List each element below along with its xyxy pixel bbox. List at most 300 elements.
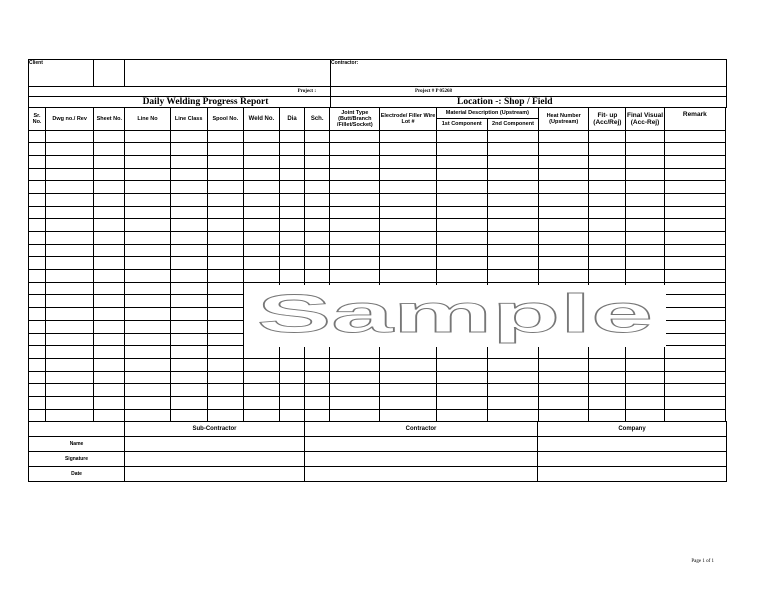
grid-cell[interactable] [94, 371, 125, 384]
grid-cell[interactable] [243, 346, 279, 359]
grid-cell[interactable] [380, 206, 436, 219]
grid-cell[interactable] [626, 270, 664, 283]
grid-cell[interactable] [626, 244, 664, 257]
grid-cell[interactable] [243, 219, 279, 232]
grid-cell[interactable] [94, 308, 125, 321]
grid-cell[interactable] [29, 270, 46, 283]
grid-cell[interactable] [664, 333, 725, 346]
grid-cell[interactable] [330, 257, 380, 270]
grid-cell[interactable] [626, 346, 664, 359]
grid-cell[interactable] [589, 257, 626, 270]
grid-cell[interactable] [170, 333, 207, 346]
grid-cell[interactable] [280, 244, 305, 257]
grid-cell[interactable] [589, 358, 626, 371]
grid-cell[interactable] [487, 396, 538, 409]
grid-cell[interactable] [664, 295, 725, 308]
grid-cell[interactable] [487, 193, 538, 206]
grid-cell[interactable] [626, 143, 664, 156]
grid-cell[interactable] [170, 219, 207, 232]
grid-cell[interactable] [170, 384, 207, 397]
grid-cell[interactable] [380, 168, 436, 181]
grid-cell[interactable] [94, 384, 125, 397]
grid-cell[interactable] [305, 244, 330, 257]
grid-cell[interactable] [46, 155, 94, 168]
contractor-signature-field[interactable] [305, 452, 538, 467]
grid-cell[interactable] [125, 219, 170, 232]
grid-cell[interactable] [330, 206, 380, 219]
grid-cell[interactable] [170, 193, 207, 206]
grid-cell[interactable] [94, 396, 125, 409]
grid-cell[interactable] [170, 257, 207, 270]
grid-cell[interactable] [94, 346, 125, 359]
grid-cell[interactable] [46, 384, 94, 397]
grid-cell[interactable] [305, 193, 330, 206]
grid-cell[interactable] [46, 232, 94, 245]
grid-cell[interactable] [243, 143, 279, 156]
grid-cell[interactable] [305, 130, 330, 143]
grid-cell[interactable] [487, 206, 538, 219]
grid-cell[interactable] [664, 384, 725, 397]
grid-cell[interactable] [539, 396, 589, 409]
grid-cell[interactable] [539, 155, 589, 168]
grid-cell[interactable] [207, 155, 243, 168]
grid-cell[interactable] [29, 308, 46, 321]
grid-cell[interactable] [305, 206, 330, 219]
grid-cell[interactable] [487, 219, 538, 232]
grid-cell[interactable] [170, 282, 207, 295]
grid-cell[interactable] [94, 358, 125, 371]
grid-cell[interactable] [664, 219, 725, 232]
grid-cell[interactable] [436, 257, 487, 270]
grid-cell[interactable] [589, 409, 626, 422]
grid-cell[interactable] [125, 371, 170, 384]
grid-cell[interactable] [125, 130, 170, 143]
grid-cell[interactable] [380, 232, 436, 245]
grid-cell[interactable] [170, 409, 207, 422]
grid-cell[interactable] [487, 155, 538, 168]
grid-cell[interactable] [626, 257, 664, 270]
grid-cell[interactable] [330, 270, 380, 283]
grid-cell[interactable] [380, 384, 436, 397]
grid-cell[interactable] [94, 409, 125, 422]
grid-cell[interactable] [125, 346, 170, 359]
grid-cell[interactable] [94, 181, 125, 194]
grid-cell[interactable] [589, 346, 626, 359]
grid-cell[interactable] [589, 219, 626, 232]
grid-cell[interactable] [170, 308, 207, 321]
grid-cell[interactable] [539, 346, 589, 359]
grid-cell[interactable] [664, 308, 725, 321]
grid-cell[interactable] [589, 181, 626, 194]
grid-cell[interactable] [539, 244, 589, 257]
grid-cell[interactable] [280, 270, 305, 283]
grid-cell[interactable] [125, 244, 170, 257]
grid-cell[interactable] [664, 396, 725, 409]
grid-cell[interactable] [125, 232, 170, 245]
grid-cell[interactable] [170, 206, 207, 219]
grid-cell[interactable] [125, 270, 170, 283]
grid-cell[interactable] [170, 130, 207, 143]
grid-cell[interactable] [380, 181, 436, 194]
grid-cell[interactable] [207, 320, 243, 333]
grid-cell[interactable] [589, 155, 626, 168]
grid-cell[interactable] [94, 155, 125, 168]
grid-cell[interactable] [626, 181, 664, 194]
grid-cell[interactable] [436, 409, 487, 422]
sub-contractor-date-field[interactable] [125, 467, 305, 482]
grid-cell[interactable] [46, 308, 94, 321]
grid-cell[interactable] [539, 371, 589, 384]
grid-cell[interactable] [280, 143, 305, 156]
grid-cell[interactable] [243, 396, 279, 409]
grid-cell[interactable] [46, 143, 94, 156]
grid-cell[interactable] [330, 409, 380, 422]
grid-cell[interactable] [94, 143, 125, 156]
grid-cell[interactable] [664, 282, 725, 295]
grid-cell[interactable] [626, 193, 664, 206]
grid-cell[interactable] [243, 193, 279, 206]
grid-cell[interactable] [125, 193, 170, 206]
grid-cell[interactable] [207, 232, 243, 245]
grid-cell[interactable] [487, 371, 538, 384]
company-name-field[interactable] [538, 437, 727, 452]
grid-cell[interactable] [207, 308, 243, 321]
grid-cell[interactable] [170, 320, 207, 333]
grid-cell[interactable] [539, 130, 589, 143]
grid-cell[interactable] [330, 193, 380, 206]
grid-cell[interactable] [125, 282, 170, 295]
grid-cell[interactable] [436, 346, 487, 359]
grid-cell[interactable] [539, 193, 589, 206]
grid-cell[interactable] [589, 206, 626, 219]
grid-cell[interactable] [29, 155, 46, 168]
grid-cell[interactable] [436, 181, 487, 194]
grid-cell[interactable] [487, 270, 538, 283]
grid-cell[interactable] [280, 371, 305, 384]
grid-cell[interactable] [305, 346, 330, 359]
grid-cell[interactable] [436, 358, 487, 371]
grid-cell[interactable] [330, 219, 380, 232]
grid-cell[interactable] [243, 168, 279, 181]
grid-cell[interactable] [330, 384, 380, 397]
grid-cell[interactable] [207, 143, 243, 156]
grid-cell[interactable] [305, 270, 330, 283]
grid-cell[interactable] [243, 384, 279, 397]
grid-cell[interactable] [94, 282, 125, 295]
grid-cell[interactable] [46, 206, 94, 219]
grid-cell[interactable] [487, 244, 538, 257]
grid-cell[interactable] [170, 371, 207, 384]
grid-cell[interactable] [125, 181, 170, 194]
grid-cell[interactable] [243, 244, 279, 257]
grid-cell[interactable] [29, 244, 46, 257]
grid-cell[interactable] [539, 206, 589, 219]
grid-cell[interactable] [487, 257, 538, 270]
grid-cell[interactable] [170, 143, 207, 156]
grid-cell[interactable] [94, 320, 125, 333]
grid-cell[interactable] [29, 333, 46, 346]
grid-cell[interactable] [46, 257, 94, 270]
grid-cell[interactable] [94, 333, 125, 346]
grid-cell[interactable] [29, 181, 46, 194]
grid-cell[interactable] [664, 257, 725, 270]
grid-cell[interactable] [280, 257, 305, 270]
grid-cell[interactable] [29, 358, 46, 371]
grid-cell[interactable] [46, 396, 94, 409]
grid-cell[interactable] [380, 358, 436, 371]
grid-cell[interactable] [243, 206, 279, 219]
grid-cell[interactable] [280, 219, 305, 232]
grid-cell[interactable] [487, 232, 538, 245]
grid-cell[interactable] [170, 346, 207, 359]
grid-cell[interactable] [280, 409, 305, 422]
grid-cell[interactable] [664, 155, 725, 168]
grid-cell[interactable] [46, 346, 94, 359]
grid-cell[interactable] [664, 371, 725, 384]
grid-cell[interactable] [207, 396, 243, 409]
grid-cell[interactable] [94, 244, 125, 257]
grid-cell[interactable] [207, 282, 243, 295]
grid-cell[interactable] [243, 409, 279, 422]
grid-cell[interactable] [207, 193, 243, 206]
grid-cell[interactable] [487, 346, 538, 359]
grid-cell[interactable] [380, 270, 436, 283]
grid-cell[interactable] [280, 384, 305, 397]
grid-cell[interactable] [380, 346, 436, 359]
grid-cell[interactable] [125, 206, 170, 219]
grid-cell[interactable] [305, 168, 330, 181]
grid-cell[interactable] [207, 257, 243, 270]
project-cell[interactable] [29, 87, 331, 97]
grid-cell[interactable] [207, 358, 243, 371]
client-value-cell[interactable] [125, 60, 331, 87]
grid-cell[interactable] [170, 244, 207, 257]
grid-cell[interactable] [29, 257, 46, 270]
grid-cell[interactable] [280, 168, 305, 181]
grid-cell[interactable] [280, 155, 305, 168]
grid-cell[interactable] [46, 358, 94, 371]
grid-cell[interactable] [280, 396, 305, 409]
grid-cell[interactable] [436, 206, 487, 219]
grid-cell[interactable] [380, 193, 436, 206]
grid-cell[interactable] [29, 143, 46, 156]
grid-cell[interactable] [170, 181, 207, 194]
grid-cell[interactable] [207, 270, 243, 283]
grid-cell[interactable] [280, 346, 305, 359]
grid-cell[interactable] [664, 232, 725, 245]
grid-cell[interactable] [207, 219, 243, 232]
grid-cell[interactable] [243, 130, 279, 143]
grid-cell[interactable] [207, 130, 243, 143]
grid-cell[interactable] [330, 358, 380, 371]
grid-cell[interactable] [207, 181, 243, 194]
grid-cell[interactable] [125, 143, 170, 156]
grid-cell[interactable] [125, 295, 170, 308]
grid-cell[interactable] [29, 282, 46, 295]
grid-cell[interactable] [207, 371, 243, 384]
grid-cell[interactable] [539, 232, 589, 245]
grid-cell[interactable] [94, 219, 125, 232]
grid-cell[interactable] [243, 232, 279, 245]
grid-cell[interactable] [125, 308, 170, 321]
grid-cell[interactable] [29, 346, 46, 359]
grid-cell[interactable] [539, 168, 589, 181]
grid-cell[interactable] [125, 257, 170, 270]
grid-cell[interactable] [46, 371, 94, 384]
grid-cell[interactable] [330, 143, 380, 156]
grid-cell[interactable] [207, 409, 243, 422]
grid-cell[interactable] [664, 409, 725, 422]
grid-cell[interactable] [280, 206, 305, 219]
grid-cell[interactable] [487, 168, 538, 181]
grid-cell[interactable] [589, 396, 626, 409]
grid-cell[interactable] [589, 232, 626, 245]
grid-cell[interactable] [125, 168, 170, 181]
grid-cell[interactable] [94, 257, 125, 270]
grid-cell[interactable] [380, 257, 436, 270]
grid-cell[interactable] [207, 244, 243, 257]
grid-cell[interactable] [125, 409, 170, 422]
grid-cell[interactable] [207, 206, 243, 219]
grid-cell[interactable] [94, 270, 125, 283]
grid-cell[interactable] [330, 396, 380, 409]
grid-cell[interactable] [29, 219, 46, 232]
grid-cell[interactable] [243, 270, 279, 283]
grid-cell[interactable] [626, 396, 664, 409]
sub-contractor-signature-field[interactable] [125, 452, 305, 467]
grid-cell[interactable] [626, 219, 664, 232]
grid-cell[interactable] [305, 257, 330, 270]
grid-cell[interactable] [207, 295, 243, 308]
grid-cell[interactable] [436, 155, 487, 168]
grid-cell[interactable] [125, 155, 170, 168]
grid-cell[interactable] [487, 181, 538, 194]
grid-cell[interactable] [170, 232, 207, 245]
grid-cell[interactable] [29, 409, 46, 422]
grid-cell[interactable] [243, 358, 279, 371]
grid-cell[interactable] [280, 232, 305, 245]
grid-cell[interactable] [94, 193, 125, 206]
grid-cell[interactable] [664, 193, 725, 206]
grid-cell[interactable] [436, 270, 487, 283]
grid-cell[interactable] [330, 130, 380, 143]
grid-cell[interactable] [305, 358, 330, 371]
grid-cell[interactable] [46, 333, 94, 346]
grid-cell[interactable] [125, 320, 170, 333]
grid-cell[interactable] [539, 181, 589, 194]
grid-cell[interactable] [589, 270, 626, 283]
grid-cell[interactable] [46, 130, 94, 143]
grid-cell[interactable] [305, 396, 330, 409]
grid-cell[interactable] [29, 168, 46, 181]
contractor-name-field[interactable] [305, 437, 538, 452]
grid-cell[interactable] [664, 181, 725, 194]
grid-cell[interactable] [380, 143, 436, 156]
grid-cell[interactable] [46, 168, 94, 181]
grid-cell[interactable] [664, 270, 725, 283]
sub-contractor-name-field[interactable] [125, 437, 305, 452]
grid-cell[interactable] [94, 295, 125, 308]
grid-cell[interactable] [436, 219, 487, 232]
grid-cell[interactable] [380, 396, 436, 409]
grid-cell[interactable] [94, 232, 125, 245]
grid-cell[interactable] [330, 168, 380, 181]
grid-cell[interactable] [380, 409, 436, 422]
grid-cell[interactable] [436, 168, 487, 181]
company-signature-field[interactable] [538, 452, 727, 467]
grid-cell[interactable] [664, 143, 725, 156]
grid-cell[interactable] [589, 371, 626, 384]
grid-cell[interactable] [94, 168, 125, 181]
grid-cell[interactable] [29, 295, 46, 308]
grid-cell[interactable] [436, 130, 487, 143]
grid-cell[interactable] [589, 193, 626, 206]
grid-cell[interactable] [170, 358, 207, 371]
company-date-field[interactable] [538, 467, 727, 482]
grid-cell[interactable] [243, 155, 279, 168]
grid-cell[interactable] [436, 232, 487, 245]
grid-cell[interactable] [46, 193, 94, 206]
grid-cell[interactable] [280, 181, 305, 194]
grid-cell[interactable] [29, 320, 46, 333]
grid-cell[interactable] [330, 371, 380, 384]
grid-cell[interactable] [487, 358, 538, 371]
grid-cell[interactable] [664, 206, 725, 219]
grid-cell[interactable] [94, 206, 125, 219]
grid-cell[interactable] [539, 384, 589, 397]
grid-cell[interactable] [243, 371, 279, 384]
grid-cell[interactable] [305, 155, 330, 168]
grid-cell[interactable] [539, 409, 589, 422]
grid-cell[interactable] [589, 130, 626, 143]
grid-cell[interactable] [664, 320, 725, 333]
grid-cell[interactable] [94, 130, 125, 143]
grid-cell[interactable] [664, 358, 725, 371]
grid-cell[interactable] [539, 219, 589, 232]
grid-cell[interactable] [626, 232, 664, 245]
grid-cell[interactable] [29, 396, 46, 409]
grid-cell[interactable] [330, 232, 380, 245]
grid-cell[interactable] [380, 130, 436, 143]
grid-cell[interactable] [305, 409, 330, 422]
grid-cell[interactable] [589, 168, 626, 181]
grid-cell[interactable] [125, 358, 170, 371]
grid-cell[interactable] [380, 155, 436, 168]
grid-cell[interactable] [664, 346, 725, 359]
contractor-date-field[interactable] [305, 467, 538, 482]
grid-cell[interactable] [487, 143, 538, 156]
grid-cell[interactable] [626, 206, 664, 219]
grid-cell[interactable] [305, 384, 330, 397]
grid-cell[interactable] [589, 143, 626, 156]
grid-cell[interactable] [539, 257, 589, 270]
grid-cell[interactable] [380, 244, 436, 257]
grid-cell[interactable] [487, 384, 538, 397]
grid-cell[interactable] [539, 143, 589, 156]
grid-cell[interactable] [626, 168, 664, 181]
grid-cell[interactable] [280, 130, 305, 143]
grid-cell[interactable] [46, 282, 94, 295]
grid-cell[interactable] [436, 244, 487, 257]
grid-cell[interactable] [46, 320, 94, 333]
grid-cell[interactable] [330, 181, 380, 194]
grid-cell[interactable] [664, 168, 725, 181]
grid-cell[interactable] [436, 193, 487, 206]
grid-cell[interactable] [170, 270, 207, 283]
grid-cell[interactable] [29, 384, 46, 397]
grid-cell[interactable] [664, 130, 725, 143]
grid-cell[interactable] [170, 155, 207, 168]
